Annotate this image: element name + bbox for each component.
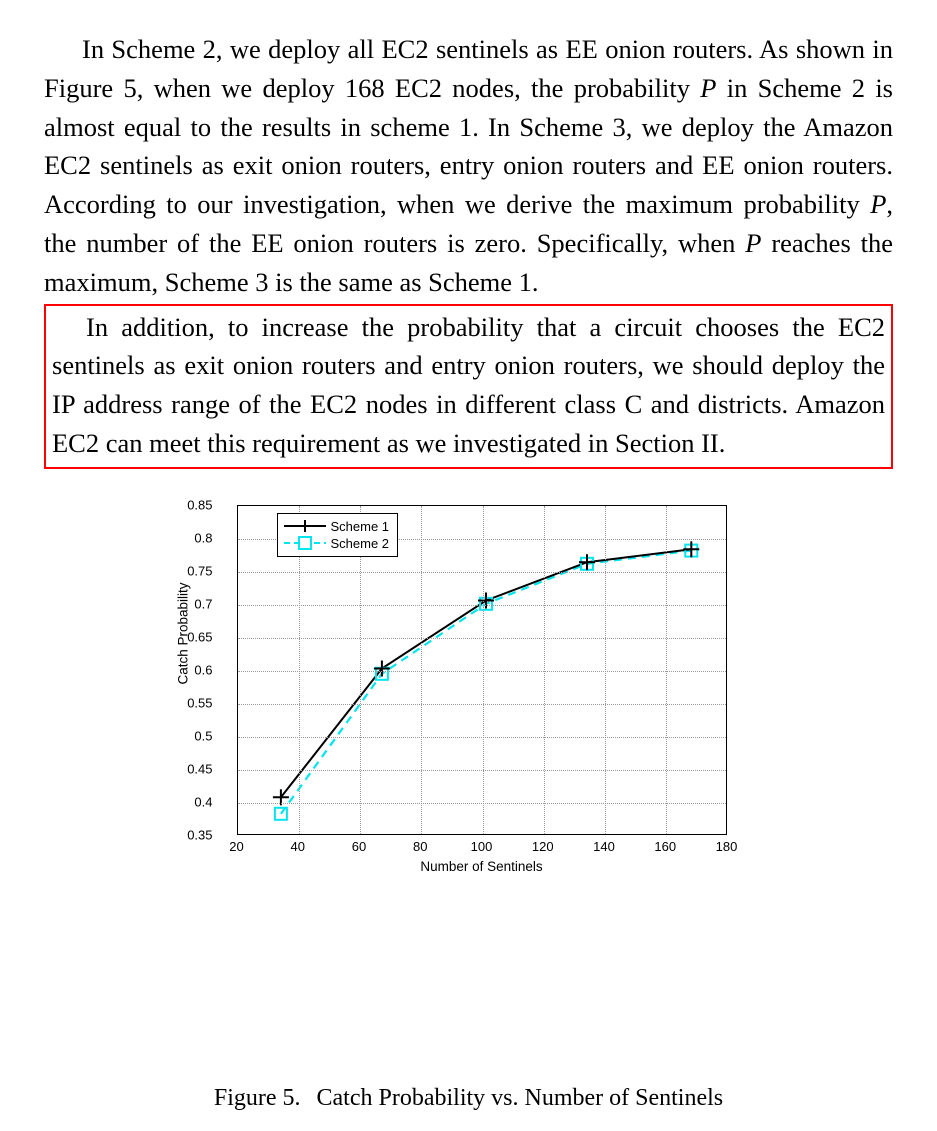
gridline-vertical <box>421 506 422 834</box>
gridline-vertical <box>483 506 484 834</box>
legend-key-scheme-2 <box>283 536 327 550</box>
figure-caption <box>0 1085 937 1112</box>
x-tick-label: 40 <box>290 838 305 854</box>
x-tick-label: 140 <box>593 838 615 854</box>
x-tick-label: 100 <box>470 838 493 854</box>
figure-5 <box>44 491 893 881</box>
y-tick-label: 0.7 <box>194 596 213 612</box>
gridline-horizontal <box>238 671 726 672</box>
x-tick-label: 180 <box>715 838 738 854</box>
x-axis-label: Number of Sentinels <box>420 858 543 874</box>
y-tick-label: 0.35 <box>187 827 213 843</box>
x-tick-label: 160 <box>654 838 677 854</box>
gridline-horizontal <box>238 803 726 804</box>
legend-label-scheme-2: Scheme 2 <box>330 535 390 551</box>
legend-item-scheme-1 <box>283 518 390 535</box>
series-scheme-1-line <box>280 549 690 797</box>
series-scheme-2-markers <box>274 544 696 819</box>
gridline-horizontal <box>238 605 726 606</box>
y-tick-label: 0.8 <box>194 530 213 546</box>
x-tick-label: 20 <box>229 838 244 854</box>
figure-caption-text: Catch Probability vs. Number of Sentinels <box>316 1085 724 1111</box>
chart-catch-probability <box>159 491 779 881</box>
y-axis-label: Catch Probability <box>175 582 190 685</box>
highlight-annotation-box <box>44 304 893 469</box>
gridline-horizontal <box>238 737 726 738</box>
y-tick-label: 0.6 <box>194 662 213 678</box>
legend-item-scheme-2 <box>283 535 390 552</box>
x-tick-label: 80 <box>413 838 428 854</box>
gridline-vertical <box>605 506 606 834</box>
y-tick-label: 0.55 <box>187 695 213 711</box>
series-scheme-1-markers <box>272 541 698 805</box>
y-tick-label: 0.4 <box>194 794 213 810</box>
x-tick-label: 120 <box>531 838 554 854</box>
series-scheme-2-line <box>280 550 690 813</box>
y-tick-label: 0.75 <box>187 563 213 579</box>
gridline-horizontal <box>238 638 726 639</box>
gridline-horizontal <box>238 770 726 771</box>
figure-caption-number: Figure 5. <box>213 1085 301 1111</box>
paragraph-scheme-text: In Scheme 2, we deploy all EC2 sentinels as EE onion routers. As shown in Figure 5, when we deploy 168 EC2 nodes, the probability P in Scheme 2 is almost equal to the results in scheme 1. In Scheme 3, we deploy the Amazon EC2 sentinels as exit onion routers, entry onion routers and EE onion routers. According to our investigation, when we derive the maximum probability P, the number of the EE onion routers is zero. Specifically, when P reaches the maximum, Scheme 3 is the same as Scheme 1. <box>44 34 893 297</box>
y-tick-label: 0.5 <box>194 728 213 744</box>
gridline-horizontal <box>238 704 726 705</box>
paragraph-scheme <box>44 30 893 302</box>
gridline-vertical <box>666 506 667 834</box>
x-tick-label: 60 <box>351 838 367 854</box>
y-tick-label: 0.45 <box>187 761 213 777</box>
paragraph-highlighted: In addition, to increase the probability that a circuit chooses the EC2 sentinels as exit onion routers and entry onion routers, we should deploy the IP address range of the EC2 nodes in different class C and districts. Amazon EC2 can meet this requirement as we investigated in Section II. <box>52 311 885 458</box>
chart-legend <box>277 513 399 557</box>
legend-key-scheme-1 <box>283 519 327 533</box>
y-tick-label: 0.65 <box>187 629 213 645</box>
gridline-horizontal <box>238 572 726 573</box>
gridline-vertical <box>544 506 545 834</box>
legend-label-scheme-1: Scheme 1 <box>330 518 390 534</box>
y-tick-label: 0.85 <box>187 497 213 513</box>
